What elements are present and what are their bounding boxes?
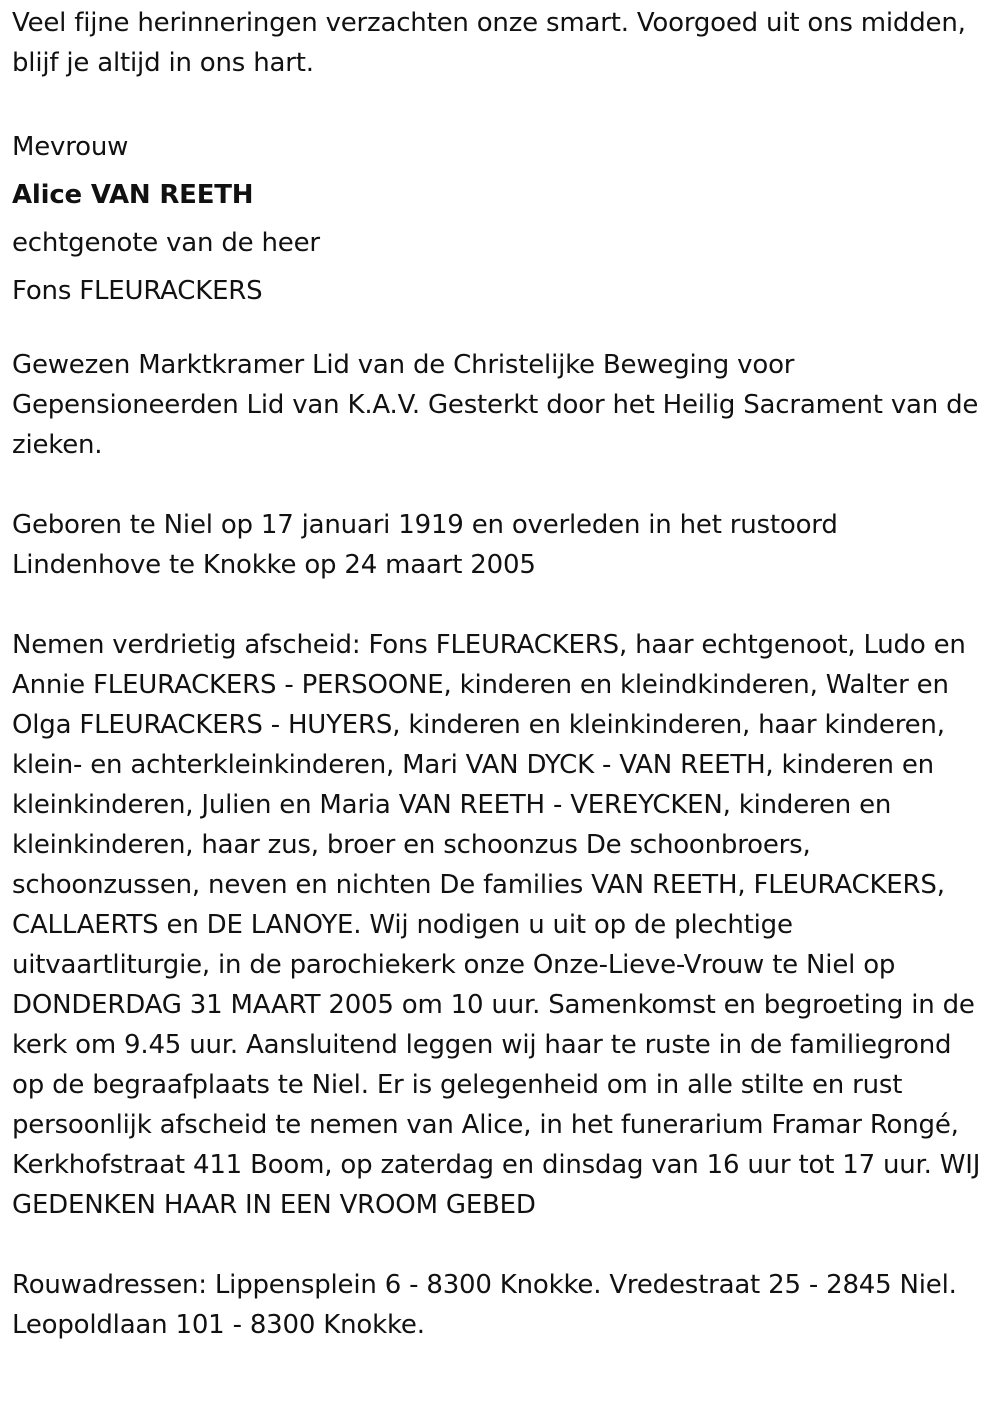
mourning-addresses: Rouwadressen: Lippensplein 6 - 8300 Knokke. Vredestraat 25 - 2845 Niel. Leopoldlaan 101 - 8300 Knokke. (12, 1270, 957, 1340)
deceased-name: Alice VAN REETH (12, 180, 254, 210)
spacer (12, 585, 988, 625)
spacer (12, 465, 988, 505)
spouse-name: Fons FLEURACKERS (12, 276, 263, 306)
spacer (12, 315, 988, 345)
spacer (12, 83, 988, 123)
opening-quote: Veel fijne herinneringen verzachten onze smart. Voorgoed uit ons midden, blijf je altijd in ons hart. (12, 8, 966, 78)
biography: Gewezen Marktkramer Lid van de Christelijke Beweging voor Gepensioneerden Lid van K.A.V. Gesterkt door het Heilig Sacrament van de zieken. (12, 350, 979, 460)
funeral-announcement: Nemen verdrietig afscheid: Fons FLEURACKERS, haar echtgenoot, Ludo en Annie FLEURACKERS - PERSOONE, kinderen en kleindkinderen, Walter en Olga FLEURACKERS - HUYERS, kinderen en kleinkinderen, haar kinderen, klein- en achterkleinkinderen, Mari VAN DYCK - VAN REETH, kinderen en kleinkinderen, Julien en Maria VAN REETH - VEREYCKEN, kinderen en kleinkinderen, haar zus, broer en schoonzus De schoonbroers, schoonzussen, neven en nichten De families VAN REETH, FLEURACKERS, CALLAERTS en DE LANOYE. Wij nodigen u uit op de plechtige uitvaartliturgie, in de parochiekerk onze Onze-Lieve-Vrouw te Niel op DONDERDAG 31 MAART 2005 om 10 uur. Samenkomst en begroeting in de kerk om 9.45 uur. Aansluitend leggen wij haar te ruste in de familiegrond op de begraafplaats te Niel. Er is gelegenheid om in alle stilte en rust persoonlijk afscheid te nemen van Alice, in het funerarium Framar Rongé, Kerkhofstraat 411 Boom, op zaterdag en dinsdag van 16 uur tot 17 uur. WIJ GEDENKEN HAAR IN EEN VROOM GEBED (12, 630, 981, 1220)
salutation: Mevrouw (12, 132, 129, 162)
birth-death-info: Geboren te Niel op 17 januari 1919 en overleden in het rustoord Lindenhove te Knokke op 24 maart 2005 (12, 510, 838, 580)
spouse-relation: echtgenote van de heer (12, 228, 320, 258)
spacer (12, 1225, 988, 1265)
